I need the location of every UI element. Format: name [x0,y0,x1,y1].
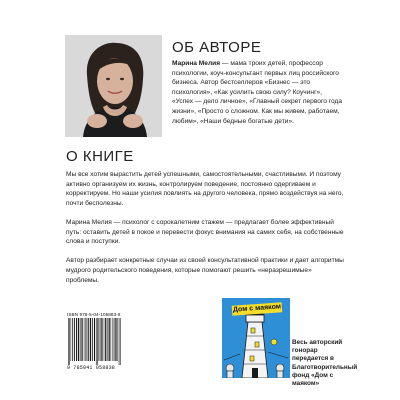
barcode-bar [94,318,95,361]
barcode-bar [119,318,120,365]
barcode-bar [107,318,108,361]
author-portrait-image [65,35,162,137]
barcode-bar [81,318,82,361]
barcode-bar [96,318,97,365]
barcode-bar [92,318,93,361]
barcode-bar [80,318,81,361]
barcode-bar [98,318,99,361]
barcode-bar [88,318,89,361]
author-bio-text: — мама троих детей, профессор психологии, коуч-консультант первых лиц российского бизнеса. Автор бестселлеров «Бизнес — это психология», «Как усилить свою силу? Коучинг», «Успех — дело личное», «Главный секрет первого года жизни», «Просто о сложном. Как мы живем, работаем, любим», «Наши бедные богатые дети». [172,60,342,125]
barcode-bar [100,318,101,361]
barcode-bar [71,318,72,361]
book-paragraph: Марина Мелия — психолог с сорокалетним стажем — предлагает более эффективный путь: оставить детей в покое и перевести фокус внимания на самих себя, на собственные слова и поступки. [66,218,344,246]
barcode-bar [72,318,73,361]
barcode-bar [111,318,112,361]
barcode-bar [68,318,69,365]
barcode-bars [67,318,129,365]
barcode-bar [97,318,98,365]
book-paragraph: Мы все хотим вырастить детей успешными, самостоятельными, счастливыми. И поэтому активно организуем их жизнь, контролируем поведение, постоянно одергиваем и корректируем. Но наши усилия повлиять на другого человека, прямо воздействуя на него, почти бесполезны. [66,171,344,207]
author-name: Марина Мелия [172,60,221,67]
barcode-bar [114,318,115,361]
barcode-bar [85,318,86,361]
isbn-label: ISBN 978-5-04-105883-8 [67,312,121,317]
barcode-bar [120,318,121,365]
barcode-bar [115,318,116,361]
book-heading: О КНИГЕ [66,148,134,165]
barcode-bar [87,318,88,361]
author-photo [65,35,162,137]
barcode-bar [78,318,79,361]
barcode-bar [74,318,75,361]
barcode-bar [117,318,118,361]
barcode-bar [101,318,102,361]
barcode-bar [69,318,70,365]
barcode-bar [104,318,105,361]
book-description [66,170,344,295]
author-heading: ОБ АВТОРЕ [172,39,262,56]
donation-note: Весь авторский гонорар передается в Благотворительный фонд «Дом с маяком» [292,339,358,388]
barcode-bar [76,318,77,361]
barcode-bar [112,318,113,361]
barcode-bar [84,318,85,361]
barcode-digits: 9 785041 058838 [67,365,116,371]
author-bio [172,59,344,126]
barcode-bar [105,318,106,361]
barcode-bar [90,318,91,361]
barcode-block [67,312,131,376]
lighthouse-caption: Дом с маяком [232,302,283,315]
barcode-bar [109,318,110,361]
lighthouse-illustration [222,298,290,378]
book-paragraph: Автор разбирает конкретные случаи из своей консультативной практики и дает алгоритмы мудрого родительского поведения, которые помогают решить «неразрешимые» проблемы. [66,257,344,284]
